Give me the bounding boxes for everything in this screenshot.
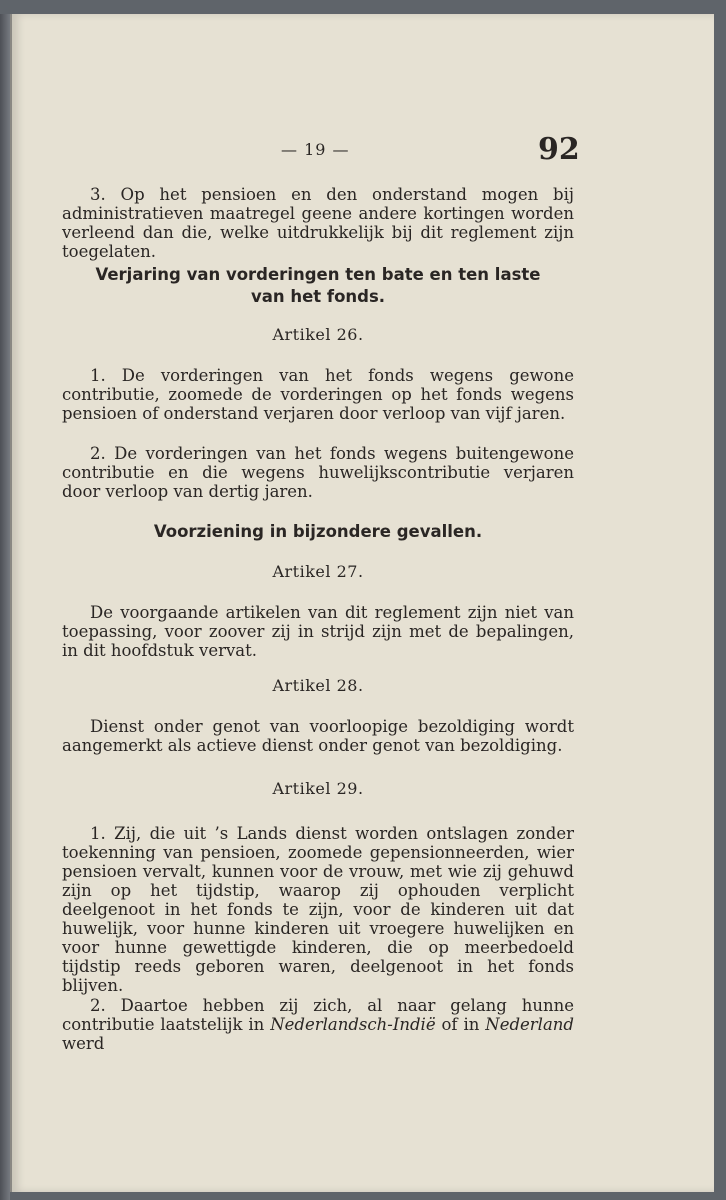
page-number: — 19 —: [281, 140, 350, 159]
article-28-title: Artikel 28.: [272, 676, 364, 695]
article-26-paragraph-1: 1. De vorderingen van het fonds wegens gewone contributie, zoomede de vorderingen op het fonds wegens pensioen of onderstand verjaren door verloop van vijf jaren.: [62, 366, 574, 423]
article-29-title: Artikel 29.: [272, 779, 364, 798]
article-26-title: Artikel 26.: [272, 325, 364, 344]
article-26-paragraph-2: 2. De vorderingen van het fonds wegens buitengewone contributie en die wegens huwelijkscontributie verjaren door verloop van dertig jaren.: [62, 444, 574, 501]
article-29-paragraph-2: [62, 996, 574, 1053]
book-spine: [0, 14, 10, 1200]
paragraph-2-end: werd: [62, 1034, 105, 1053]
heading-line-2: van het fonds.: [250, 287, 386, 306]
section-heading-verjaring: [62, 264, 574, 308]
folio-number: 92: [538, 132, 580, 167]
heading-line-1: Verjaring van vorderingen ten bate en ten laste: [95, 265, 541, 284]
paragraph-2-start: 2. Daartoe hebben zij zich, al naar gelang hunne contributie laatstelijk in: [62, 996, 574, 1034]
paragraph-2-mid: of in: [435, 1015, 486, 1034]
article-27-title: Artikel 27.: [272, 562, 364, 581]
paragraph-3: 3. Op het pensioen en den onderstand mogen bij administratieven maatregel geene andere kortingen worden verleend dan die, welke uitdrukkelijk bij dit reglement zijn toegelaten.: [62, 185, 574, 261]
place-nederland: Nederland: [485, 1015, 574, 1034]
place-nederlandsch-indie: Nederlandsch-Indië: [270, 1015, 436, 1034]
article-29-paragraph-1: 1. Zij, die uit ’s Lands dienst worden ontslagen zonder toekenning van pensioen, zoomede gepensionneerden, wier pensioen vervalt, kunnen voor de vrouw, met wie zij gehuwd zijn op het tijdstip, waarop zij ophouden verplicht deelgenoot in het fonds te zijn, voor de kinderen uit dat huwelijk, voor hunne kinderen uit vroegere huwelijken en voor hunne gewettigde kinderen, die op meerbedoeld tijdstip reeds geboren waren, deelgenoot in het fonds blijven.: [62, 824, 574, 995]
article-27-text: De voorgaande artikelen van dit reglement zijn niet van toepassing, voor zoover zij in strijd zijn met de bepalingen, in dit hoofdstuk vervat.: [62, 603, 574, 660]
section-heading-voorziening: Voorziening in bijzondere gevallen.: [153, 522, 483, 541]
article-28-text: Dienst onder genot van voorloopige bezoldiging wordt aangemerkt als actieve dienst onder genot van bezoldiging.: [62, 717, 574, 755]
